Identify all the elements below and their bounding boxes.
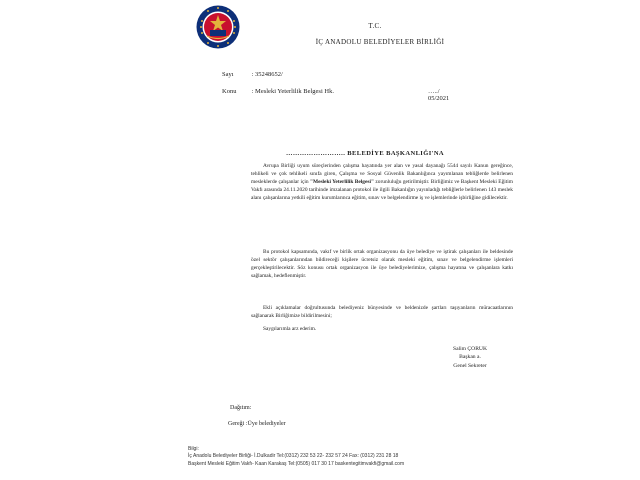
paragraph-1-part-b: zorunluluğu getirilmiştir. Birliğimiz ve Başkent Mesleki Eğitim Vakfı arasında 24.11.2020 tarihinde imzalanan protokol ile ilgili Bakanlığın yayınladığı tebliğlerle belirlenen 143 meslek alanı çalışanlarına yetkili eğitim kurumlarınca eğitim, sınav ve belgelendirme iş ve işlemlerinde işbirliğine gidilecektir. [251, 178, 513, 201]
document-date: …../ 05/2021 [428, 88, 450, 102]
signer-title-2: Genel Sekreter [453, 362, 487, 369]
footer-line-1: Bilgi: [188, 446, 199, 452]
sayi-label: Sayı [222, 71, 234, 78]
distribution-recipients: Gereği :Üye belediyeler [228, 421, 286, 427]
country-line: T.C. [368, 22, 382, 30]
paragraph-3: Ekli açıklamalar doğrultusunda belediyeniz bünyesinde ve beldenizde şartları taşıyanların müracaatlarının sağlanarak Birliğimize bildirilmesini; [251, 305, 513, 319]
paragraph-1-bold: "Mesleki Yeterlilik Belgesi" [309, 178, 374, 185]
signature-block [435, 345, 505, 370]
signer-name: Salim ÇORUK [452, 346, 488, 352]
konu-value: : Mesleki Yeterlilik Belgesi Hk. [251, 88, 334, 95]
sayi-row [222, 71, 283, 78]
konu-row [222, 88, 450, 102]
footer-line-3: Başkent Mesleki Eğitim Vakfı- Kaan Karakaş Tel:(0505) 017 30 17 baskentegitimvakfi@gmail.com [188, 460, 405, 467]
konu-label: Konu [222, 88, 237, 95]
paragraph-1-part-a: Avrupa Birliği uyum süreçlerinden çalışma hayatında yer alan ve yasal dayanağı 5544 sayılı Kanun gereğince, tehlikeli ve çok tehlikeli sınıfa giren, Çalışma ve Sosyal Güvenlik Bakanlığınca yayımlanan tebliğlerde belirlenen mesleklerde çalışanlar için [251, 163, 513, 185]
footer-line-2: İç Anadolu Belediyeler Birliği- İ.Dulkadir Tel:(0312) 232 53 22- 232 57 24 Fax: (0312) 231 28 18 [188, 453, 399, 460]
paragraph-1 [251, 163, 513, 203]
signer-title-1: Başkan a. [459, 354, 481, 361]
paragraph-4: Saygılarımla arz ederim. [263, 326, 317, 332]
organization-title: İÇ ANADOLU BELEDİYELER BİRLİĞİ [315, 38, 445, 46]
addressee: …………………….. BELEDİYE BAŞKANLIĞI'NA [285, 150, 445, 157]
paragraph-2: Bu protokol kapsamında, vakıf ve birlik ortak organizasyonu da üye belediye ve iştirak çalışanları ile beldesinde özel sektör çalışanlarından bildireceği kişilere ücretsiz olarak mesleki eğitim, sınav ve belgelendirme işlemleri gerçekleştirilecektir. Söz konusu ortak organizasyon ile üye belediyelerimize, çalışma hayatına ve çalışanlara katkı sağlamak, hedeflenmiştir. [251, 249, 513, 279]
distribution-label: Dağıtım: [230, 405, 252, 411]
sayi-value: : 35248652/ [251, 71, 283, 78]
footer-info [188, 446, 404, 468]
